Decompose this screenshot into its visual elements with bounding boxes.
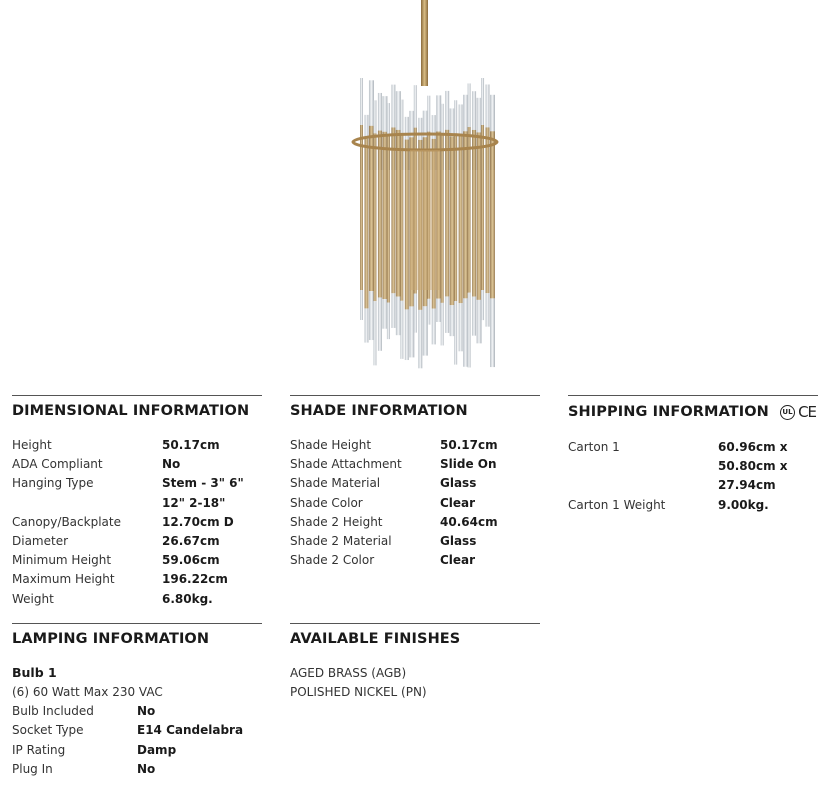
spec-value: 196.22cm [162,572,228,587]
brass-rod [463,131,468,298]
spec-label: Shade Color [290,495,363,510]
glass-rod [405,309,409,360]
spec-label: Socket Type [12,723,84,738]
spec-row [12,474,267,512]
glass-rod [477,300,482,343]
spec-value: 59.06cm [162,553,220,568]
spec-row [12,455,267,474]
spec-row [290,494,540,513]
bulb-description: (6) 60 Watt Max 230 VAC [12,685,163,699]
spec-value: 6.80kg. [162,591,213,606]
spec-value: Clear [440,495,476,510]
section-title: DIMENSIONAL INFORMATION [12,403,250,419]
spec-label: Weight [12,591,54,606]
section-divider [290,623,540,624]
glass-rod [463,298,468,366]
section-divider [290,395,540,396]
glass-rod [400,301,403,359]
spec-value: Glass [440,534,477,549]
spec-row [290,436,540,455]
spec-row [12,760,262,779]
section-divider [12,395,262,396]
spec-row [290,551,540,570]
brass-rod [382,132,387,299]
glass-rod [481,290,484,320]
brass-rod [472,130,476,297]
spec-list [12,702,262,779]
spec-value: 12.70cm D [162,514,234,529]
brass-rod [477,132,482,299]
glass-rod [414,294,417,333]
spec-row [12,741,262,760]
brass-rod [360,125,363,290]
glass-rod [382,299,387,329]
brass-rod [468,127,471,293]
spec-row [12,570,267,589]
brass-rod [454,133,457,301]
section-title: AVAILABLE FINISHES [290,631,461,647]
spec-label: IP Rating [12,742,66,757]
spec-value: Stem - 3" 6" 12" 2-18" [162,476,244,510]
shipping-section [568,395,834,515]
brass-rod [441,135,444,303]
spec-label: Height [12,438,52,452]
spec-value: No [137,761,156,776]
section-divider [12,623,262,624]
spec-row [12,702,262,721]
glass-rod [486,293,490,326]
shade-section [290,395,540,570]
glass-rod [423,306,428,355]
glass-rod [472,297,476,336]
spec-label: Hanging Type [12,476,94,491]
brass-rod [481,125,484,290]
glass-rod [387,303,390,340]
brass-rod [373,133,376,301]
glass-rod [427,299,430,325]
spec-row [290,474,540,493]
glass-rod [369,291,374,340]
lamping-list [12,663,262,779]
bulb-title: Bulb 1 [12,665,57,680]
spec-value: E14 Candelabra [137,723,244,738]
spec-value: 50.17cm [440,438,498,452]
spec-row [12,551,267,570]
glass-rod [396,297,401,336]
spec-value: No [137,704,156,719]
glass-rod [490,298,495,367]
spec-label: Shade 2 Height [290,514,383,529]
spec-row [290,455,540,474]
spec-value: No [162,457,181,472]
spec-list [12,436,267,609]
spec-value: 26.67cm [162,534,220,549]
spec-label: Shade 2 Color [290,553,375,568]
lamping-section [12,623,262,779]
spec-value: Damp [137,742,177,757]
section-title: SHIPPING INFORMATION [568,404,769,420]
spec-row [12,532,267,551]
brass-rod [369,126,374,291]
spec-value: Glass [440,476,477,491]
brass-rod [400,133,403,301]
brass-rod [364,139,368,309]
glass-rod [418,310,422,368]
section-title-wrap [568,403,834,421]
spec-value: Slide On [440,457,497,472]
brass-rod [391,127,395,293]
spec-label: Canopy/Backplate [12,514,121,529]
spec-label: Diameter [12,534,69,549]
spec-value: 60.96cm x 50.80cm x 27.94cm [718,440,788,493]
spec-label: Shade Height [290,438,372,452]
brass-rod [387,134,390,302]
spec-row [12,513,267,532]
glass-rod [378,297,382,350]
glass-rod [409,306,414,357]
spec-label: Maximum Height [12,572,115,587]
glass-rod [432,309,436,345]
finish-item: POLISHED NICKEL (PN) [290,685,427,700]
glass-rod [445,296,449,332]
brass-rod [490,131,495,298]
glass-rod [364,308,368,342]
spec-value: 40.64cm [440,514,498,529]
brass-rod [396,130,401,297]
glass-rod [468,293,471,368]
spec-label: Shade Attachment [290,457,402,472]
brass-rod [486,127,490,293]
spec-label: Plug In [12,761,53,776]
finish-list [290,664,540,702]
finishes-section [290,623,540,702]
spec-row [12,436,267,455]
product-image [340,0,510,378]
spec-row [568,496,834,515]
spec-list [290,436,540,570]
brass-rod [450,136,455,305]
spec-row [12,721,262,740]
spec-row [290,513,540,532]
spec-label: Carton 1 Weight [568,497,666,512]
glass-rod [391,293,395,328]
dimensional-section [12,395,267,609]
spec-label: Minimum Height [12,553,112,568]
spec-row [568,438,834,496]
glass-rod [441,303,444,346]
glass-rod [454,301,457,364]
glass-rod [373,301,376,365]
ul-listed-icon: UL [780,405,795,420]
section-divider [568,395,818,396]
glass-rod [450,305,455,336]
brass-rod [378,131,382,298]
spec-row [290,532,540,551]
glass-rod [436,299,441,322]
brass-rod [445,130,449,297]
spec-label: Shade Material [290,476,381,491]
brass-rod [459,135,463,303]
spec-label: ADA Compliant [12,457,103,472]
ce-mark-icon: CE [798,403,817,421]
spec-list [568,438,834,515]
brass-rod [405,140,409,310]
spec-label: Carton 1 [568,440,620,454]
spec-label: Shade 2 Material [290,534,392,549]
finish-item: AGED BRASS (AGB) [290,666,407,680]
spec-label: Bulb Included [12,704,94,719]
certification-marks [780,403,816,421]
section-title: SHADE INFORMATION [290,403,468,419]
spec-row [12,590,267,609]
spec-value: Clear [440,553,476,568]
section-title: LAMPING INFORMATION [12,631,210,647]
glass-rod [360,290,363,320]
spec-value: 50.17cm [162,438,220,452]
spec-value: 9.00kg. [718,497,769,512]
glass-rod [459,303,463,351]
